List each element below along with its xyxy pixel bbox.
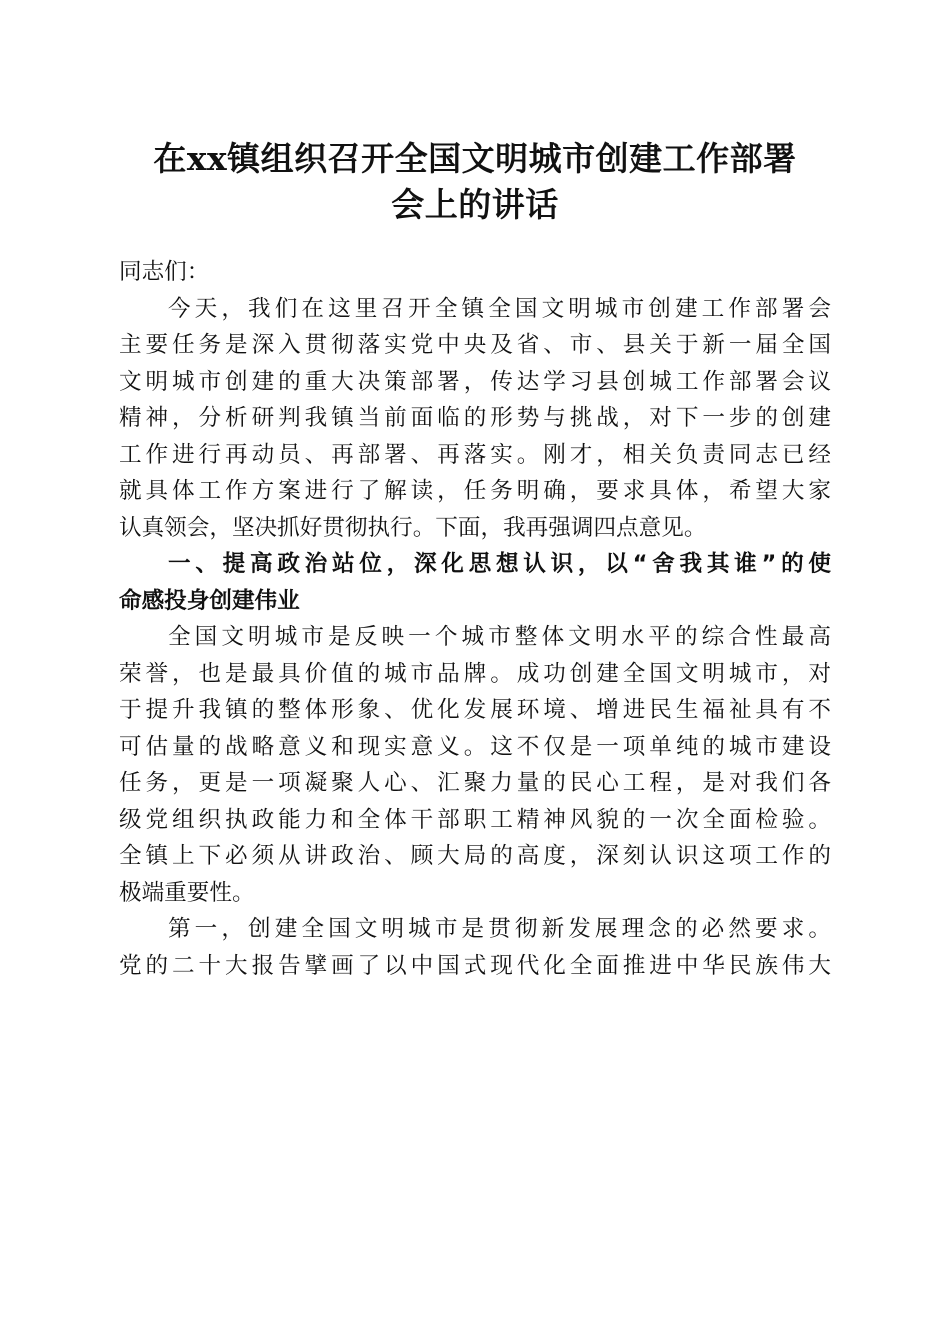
- paragraph-line: 文明城市创建的重大决策部署，传达学习县创城工作部署会议: [119, 368, 831, 395]
- heading-line: 一、提高政治站位，深化思想认识，以“舍我其谁”的使: [168, 551, 831, 577]
- document-title: [100, 136, 850, 228]
- salutation: 同志们：: [119, 259, 210, 285]
- paragraph-line: 荣誉，也是最具价值的城市品牌。成功创建全国文明城市，对: [119, 660, 831, 687]
- paragraph-line: 于提升我镇的整体形象、优化发展环境、增进民生福祉具有不: [119, 697, 831, 723]
- paragraph: [119, 619, 831, 911]
- paragraph-line: 任务，更是一项凝聚人心、汇聚力量的民心工程，是对我们各: [119, 770, 831, 796]
- section-heading: [119, 546, 831, 619]
- paragraph-line: 全国文明城市是反映一个城市整体文明水平的综合性最高: [168, 624, 831, 650]
- heading-line: 命感投身创建伟业: [119, 587, 300, 614]
- paragraph-line: 级党组织执政能力和全体干部职工精神风貌的一次全面检验。: [119, 806, 831, 833]
- paragraph-line: 党的二十大报告擘画了以中国式现代化全面推进中华民族伟大: [119, 952, 831, 979]
- paragraph: [119, 911, 831, 984]
- document-body: [119, 254, 831, 984]
- paragraph-line: 就具体工作方案进行了解读，任务明确，要求具体，希望大家: [119, 478, 831, 504]
- paragraph: [119, 291, 831, 547]
- paragraph-line: 全镇上下必须从讲政治、顾大局的高度，深刻认识这项工作的: [119, 843, 831, 869]
- paragraph-line: 精神，分析研判我镇当前面临的形势与挑战，对下一步的创建: [119, 405, 831, 431]
- paragraph-line: 今天，我们在这里召开全镇全国文明城市创建工作部署会: [168, 295, 831, 322]
- paragraph-line: 可估量的战略意义和现实意义。这不仅是一项单纯的城市建设: [119, 733, 831, 760]
- title-line: 会上的讲话: [391, 185, 559, 224]
- paragraph-line: 认真领会，坚决抓好贯彻执行。下面，我再强调四点意见。: [119, 514, 707, 541]
- paragraph-line: 工作进行再动员、再部署、再落实。刚才，相关负责同志已经: [119, 441, 831, 468]
- paragraph-line: 主要任务是深入贯彻落实党中央及省、市、县关于新一届全国: [119, 332, 831, 358]
- paragraph-line: 极端重要性。: [119, 879, 255, 906]
- paragraph-line: 第一，创建全国文明城市是贯彻新发展理念的必然要求。: [168, 916, 831, 942]
- title-line: 在xx镇组织召开全国文明城市创建工作部署: [153, 139, 797, 178]
